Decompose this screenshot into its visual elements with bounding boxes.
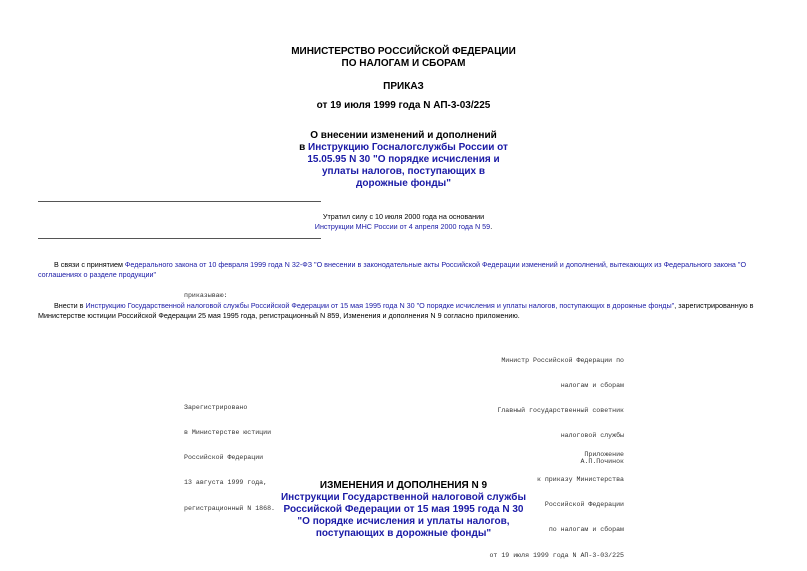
paragraph-2 bbox=[38, 301, 773, 320]
signature-line-1: Министр Российской Федерации по bbox=[501, 356, 624, 364]
status-suffix: . bbox=[490, 222, 493, 231]
appendix-line-5: от 19 июля 1999 года N АП-3-03/225 bbox=[489, 551, 624, 559]
paragraph-2-link[interactable]: Инструкцию Государственной налоговой службы Российской Федерации от 15 мая 1995 года N 30 "О порядке исчисления и уплаты налогов, поступающих в дорожные фонды" bbox=[85, 301, 675, 310]
subject-line-1: О внесении изменений и дополнений bbox=[310, 130, 497, 141]
changes-line-1: Инструкции Государственной налоговой службы bbox=[280, 492, 527, 503]
signature-line-5: А.П.Починок bbox=[580, 457, 624, 465]
divider-bottom bbox=[38, 238, 321, 239]
subject-link-4[interactable]: дорожные фонды" bbox=[356, 178, 451, 189]
changes-title: ИЗМЕНЕНИЯ И ДОПОЛНЕНИЯ N 9 bbox=[319, 480, 488, 491]
registration-line-3: Российской Федерации bbox=[184, 454, 264, 462]
appendix-line-4: по налогам и сборам bbox=[548, 526, 624, 534]
changes-block bbox=[0, 480, 807, 540]
paragraph-1-link[interactable]: Федерального закона от 10 февраля 1999 года N 32-ФЗ "О внесении в законодательные акты Российской Федерации изменений и дополнений, вытекающих из Федерального закона "О соглашениях о разделе продукции" bbox=[38, 260, 747, 279]
subject-prefix: в bbox=[299, 142, 308, 153]
doc-date-number: от 19 июля 1999 года N АП-3-03/225 bbox=[316, 100, 491, 111]
divider-top bbox=[38, 201, 321, 202]
signature-line-3: Главный государственный советник bbox=[497, 407, 624, 415]
appendix-line-2: к приказу Министерства bbox=[536, 476, 624, 484]
paragraph-2-prefix: Внести в bbox=[54, 301, 86, 310]
status-line-2 bbox=[0, 222, 807, 232]
changes-line-2: Российской Федерации от 15 мая 1995 года N 30 bbox=[283, 504, 524, 515]
appendix-line-1: Приложение bbox=[584, 450, 624, 458]
subject-line-2 bbox=[0, 142, 807, 154]
status-block bbox=[0, 212, 807, 232]
status-line-1: Утратил силу с 10 июля 2000 года на основании bbox=[322, 212, 485, 221]
subject-block bbox=[0, 130, 807, 190]
changes-line-4: поступающих в дорожные фонды" bbox=[315, 528, 492, 539]
order-word: приказываю: bbox=[184, 292, 228, 299]
appendix-line-3: Российской Федерации bbox=[544, 501, 624, 509]
doc-type: ПРИКАЗ bbox=[383, 81, 424, 92]
subject-link-2[interactable]: 15.05.95 N 30 "О порядке исчисления и bbox=[307, 154, 500, 165]
ministry-line-1: МИНИСТЕРСТВО РОССИЙСКОЙ ФЕДЕРАЦИИ bbox=[291, 46, 516, 57]
paragraph-1-prefix: В связи с принятием bbox=[54, 260, 125, 269]
paragraph-2-suffix: , зарегистрированную в Министерстве юстиции Российской Федерации 25 мая 1995 года, регистрационный N 859, Изменения и дополнения N 9 согласно приложению. bbox=[38, 301, 754, 320]
registration-line-4: 13 августа 1999 года, bbox=[184, 479, 268, 487]
registration-line-2: в Министерстве юстиции bbox=[184, 429, 272, 437]
ministry-line-2: ПО НАЛОГАМ И СБОРАМ bbox=[341, 58, 466, 69]
subject-link-3[interactable]: уплаты налогов, поступающих в bbox=[321, 166, 485, 177]
changes-line-3: "О порядке исчисления и уплаты налогов, bbox=[297, 516, 510, 527]
registration-line-1: Зарегистрировано bbox=[184, 403, 248, 411]
subject-link-1[interactable]: Инструкцию Госналогслужбы России от bbox=[308, 142, 508, 153]
signature-line-2: налогам и сборам bbox=[560, 382, 624, 390]
status-link[interactable]: Инструкции МНС России от 4 апреля 2000 года N 59 bbox=[314, 222, 491, 231]
signature-line-4: налоговой службы bbox=[560, 432, 624, 440]
header-block bbox=[0, 46, 807, 70]
registration-line-5: регистрационный N 1868. bbox=[184, 504, 276, 512]
paragraph-1 bbox=[38, 260, 773, 279]
